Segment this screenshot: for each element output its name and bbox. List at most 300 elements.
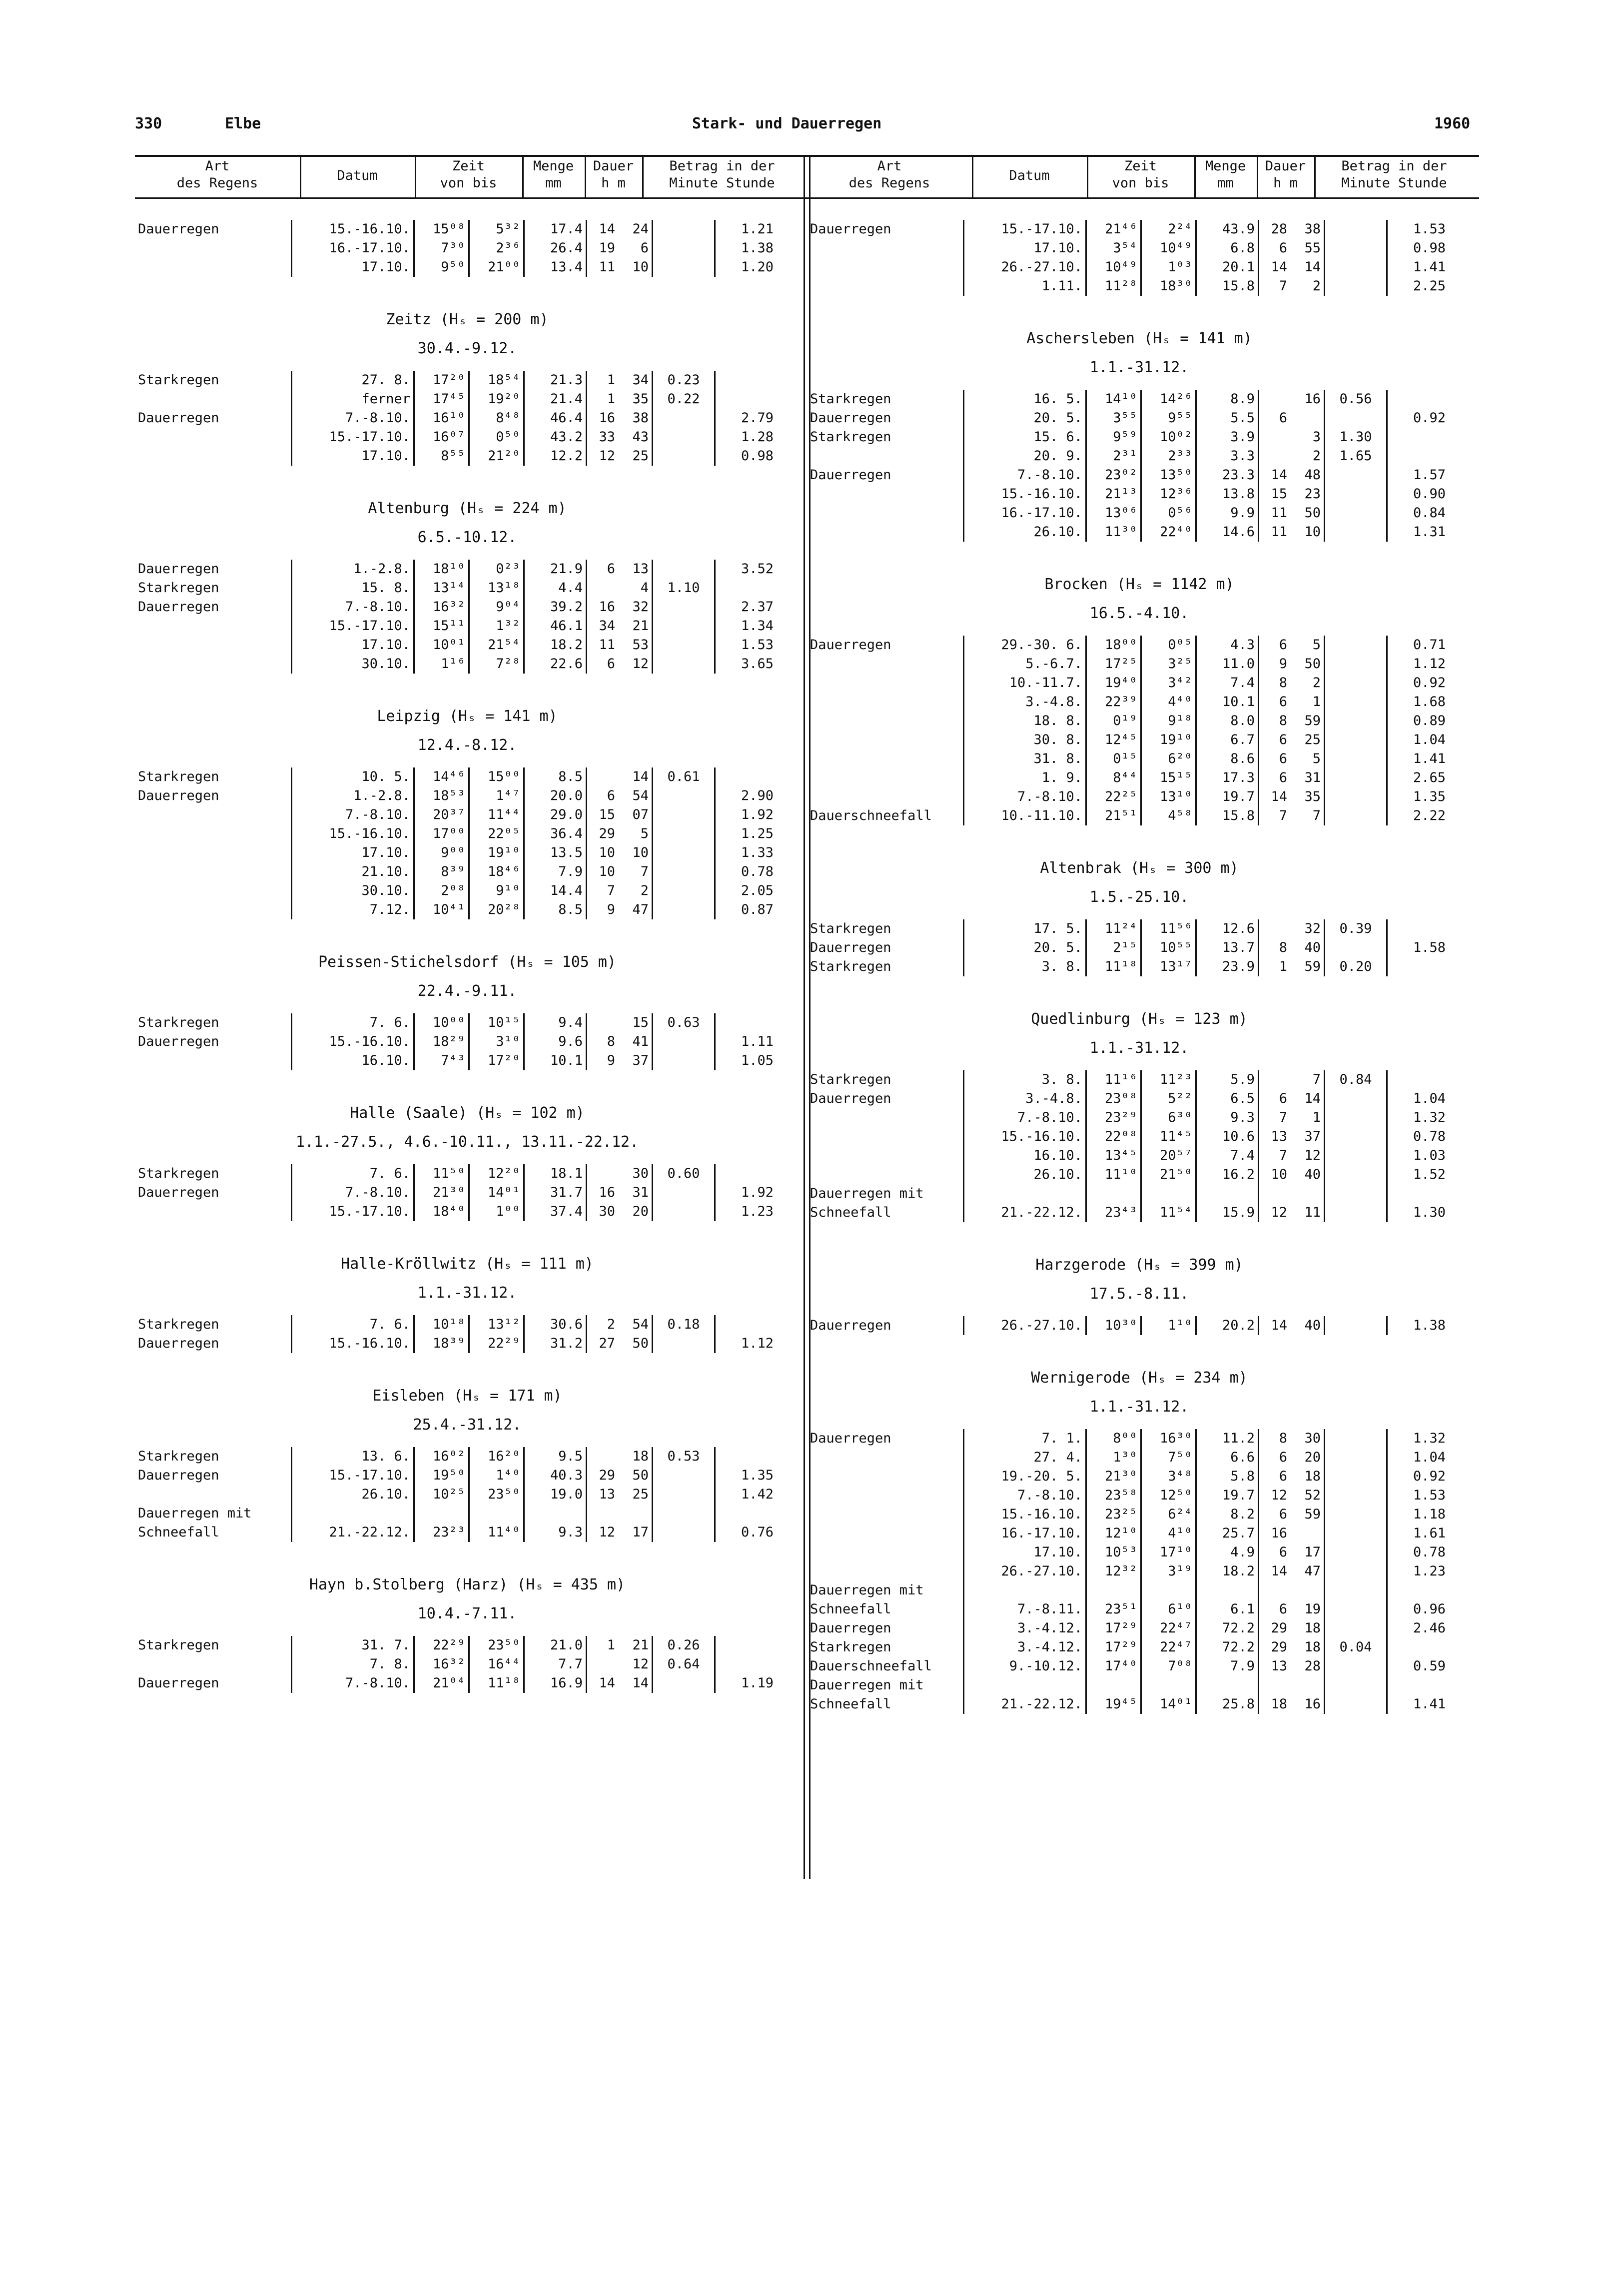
cell-art [807,239,964,258]
cell-dm: 13 [632,561,649,577]
cell-von: 3⁵⁴ [1086,239,1141,258]
cell-von: 21¹³ [1086,485,1141,504]
cell-bis: 16³⁰ [1141,1429,1196,1448]
cell-bis: 0²³ [469,560,524,579]
cell-dat: 15.-17.10. [292,1202,414,1221]
cell-dh: 16 [587,409,619,428]
cell-men: 14.4 [524,881,587,900]
cell-bs: 1.42 [715,1485,777,1504]
table-row [807,1165,1449,1184]
cell-dm [618,1504,653,1523]
cell-art [135,1655,292,1674]
cell-bis: 23⁵⁰ [469,1485,524,1504]
cell-dat: 16.-17.10. [964,1524,1086,1543]
cell-bm [1325,731,1387,750]
cell-art [807,1448,964,1467]
cell-dh [587,1504,619,1523]
cell-art [807,504,964,523]
cell-von: 18²⁹ [414,1032,469,1051]
cell-art [807,1467,964,1486]
table-row [135,1013,777,1032]
cell-bis: 22⁰⁵ [469,824,524,843]
cell-art: Dauerregen [810,221,891,237]
cell-bs: 1.35 [715,1466,777,1485]
cell-dh: 19 [587,239,619,258]
rain-events-table [807,1316,1449,1335]
table-row [807,1600,1449,1619]
cell-dm [1290,1524,1325,1543]
cell-dm: 18 [1304,1639,1321,1655]
table-row [135,1655,777,1674]
column-header-line: Menge [1205,158,1246,174]
cell-bis: 11⁵⁴ [1141,1203,1196,1222]
cell-dh: 14 [587,220,619,239]
observation-period: 10.4.-7.11. [417,1605,517,1622]
cell-von: 19⁵⁰ [414,1466,469,1485]
cell-dh: 2 [587,1315,619,1334]
cell-dat: 15.-17.10. [964,220,1086,239]
rain-events-table [135,560,777,674]
cell-dat: 16. 5. [964,390,1086,409]
cell-bis: 16⁴⁴ [469,1655,524,1674]
cell-men: 9.4 [524,1013,587,1032]
cell-von: 21³⁰ [414,1183,469,1202]
cell-dm: 38 [632,410,649,426]
cell-dat: 26.10. [964,1165,1086,1184]
cell-art: Starkregen [138,372,219,388]
station-name: Hayn b.Stolberg (Harz) (Hₛ = 435 m) [309,1576,626,1593]
cell-dm: 55 [1304,240,1321,256]
station-name: Zeitz (Hₛ = 200 m) [386,311,549,328]
cell-art [135,1485,292,1504]
column-header-line: von bis [1112,175,1169,191]
cell-dat: 3.-4.8. [964,1089,1086,1108]
table-row [807,390,1449,409]
cell-dh: 10 [587,862,619,881]
cell-dat: 30.10. [292,655,414,674]
column-header-line: Art [877,158,902,174]
cell-bis: 11⁴⁰ [469,1523,524,1542]
cell-dh: 6 [1259,409,1291,428]
cell-bm [1325,1316,1387,1335]
cell-men: 26.4 [524,239,587,258]
cell-art: Starkregen [138,580,219,596]
cell-bs [1387,390,1449,409]
cell-bs: 1.04 [1387,1448,1449,1467]
column-header-line: des Regens [176,175,258,191]
cell-dh: 6 [1259,768,1291,787]
cell-bis: 12⁵⁰ [1141,1486,1196,1505]
cell-bm [653,1183,715,1202]
table-row [807,1203,1449,1222]
cell-men: 7.4 [1196,1146,1259,1165]
cell-bm [1325,1108,1387,1127]
cell-von: 23⁵¹ [1086,1600,1141,1619]
cell-dat: 17.10. [292,447,414,466]
table-row [807,1316,1449,1335]
table-row [135,1334,777,1353]
cell-dm: 43 [632,429,649,445]
cell-bis: 15¹⁵ [1141,768,1196,787]
cell-von: 18³⁹ [414,1334,469,1353]
cell-bm [1325,277,1387,296]
cell-art [135,862,292,881]
cell-von: 14⁴⁶ [414,767,469,786]
cell-bis: 10⁰² [1141,428,1196,447]
cell-von: 7⁴³ [414,1051,469,1070]
cell-bs: 2.90 [715,786,777,805]
cell-art [135,843,292,862]
cell-dat: ferner [292,390,414,409]
cell-dh [1259,1676,1291,1695]
cell-art [135,390,292,409]
cell-men: 18.1 [524,1164,587,1183]
cell-dm: 53 [632,637,649,653]
cell-bis: 9¹⁸ [1141,712,1196,731]
cell-dm: 50 [632,1468,649,1483]
cell-von: 21⁰⁴ [414,1674,469,1693]
cell-bis: 1⁴⁷ [469,786,524,805]
cell-art: Dauerschneefall [810,808,932,823]
cell-von: 16³² [414,1655,469,1674]
cell-bs: 1.05 [715,1051,777,1070]
cell-von: 23⁵⁸ [1086,1486,1141,1505]
cell-dm: 12 [632,1656,649,1672]
cell-dat: 26.-27.10. [964,1562,1086,1581]
cell-dat: 15.-16.10. [964,1505,1086,1524]
cell-dm: 25 [632,1487,649,1502]
cell-bis: 20⁵⁷ [1141,1146,1196,1165]
cell-men [1196,1676,1259,1695]
cell-dh: 14 [1259,1316,1291,1335]
cell-dat: 15.-16.10. [292,220,414,239]
cell-bis: 22⁴⁰ [1141,523,1196,542]
cell-art: Dauerregen [138,1336,219,1351]
rain-events-table [807,390,1449,542]
station-name: Wernigerode (Hₛ = 234 m) [1031,1369,1248,1387]
table-row [135,560,777,579]
header-separator [642,155,644,197]
cell-art [807,1165,964,1184]
cell-dh: 29 [1259,1638,1291,1657]
cell-bs: 0.90 [1387,485,1449,504]
cell-bs: 1.61 [1387,1524,1449,1543]
table-row [807,1562,1449,1581]
cell-men [1196,1184,1259,1203]
cell-dm: 2 [1312,278,1321,294]
cell-men: 46.1 [524,617,587,636]
cell-men: 20.0 [524,786,587,805]
cell-bis: 2³⁶ [469,239,524,258]
cell-art: Dauerregen [810,1620,891,1636]
cell-dat: 15.-17.10. [292,1466,414,1485]
header-separator [585,155,586,197]
cell-dat: 15.-16.10. [964,485,1086,504]
cell-dm: 59 [1304,1507,1321,1522]
cell-dh: 8 [1259,938,1291,957]
cell-bis: 1⁰⁰ [469,1202,524,1221]
cell-von: 10⁴¹ [414,900,469,919]
cell-von: 21³⁰ [1086,1467,1141,1486]
cell-dat: 7. 6. [292,1013,414,1032]
cell-men: 37.4 [524,1202,587,1221]
observation-period: 1.5.-25.10. [1089,888,1189,906]
cell-art: Dauerregen mit [138,1506,252,1521]
cell-dat: 7. 8. [292,1655,414,1674]
station-name: Peissen-Stichelsdorf (Hₛ = 105 m) [318,953,617,971]
cell-bs [1387,428,1449,447]
table-row [807,750,1449,768]
cell-von [1086,1184,1141,1203]
cell-dat: 27. 4. [964,1448,1086,1467]
cell-bs: 1.41 [1387,750,1449,768]
table-row [807,1676,1449,1695]
table-row [807,1448,1449,1467]
cell-dat: 17.10. [292,843,414,862]
cell-bm [653,1485,715,1504]
cell-men: 22.6 [524,655,587,674]
cell-bm: 0.20 [1325,957,1387,976]
cell-dm: 18 [1304,1620,1321,1636]
cell-dm: 14 [1304,1091,1321,1106]
cell-dm: 4 [640,580,649,596]
cell-dh [587,1164,619,1183]
rain-events-table [807,919,1449,976]
column-header-line: mm [1217,175,1234,191]
table-row [807,1581,1449,1600]
cell-bis: 11⁴⁴ [469,805,524,824]
cell-bm: 0.63 [653,1013,715,1032]
cell-bs: 1.31 [1387,523,1449,542]
rain-events-table [807,636,1449,825]
cell-men: 18.2 [524,636,587,655]
cell-dm: 11 [1304,1205,1321,1220]
cell-dh: 1 [587,390,619,409]
cell-bm [1325,1581,1387,1600]
cell-bs: 1.18 [1387,1505,1449,1524]
cell-von: 23⁰⁸ [1086,1089,1141,1108]
cell-bis: 1³² [469,617,524,636]
table-row [135,390,777,409]
cell-bs: 0.78 [1387,1127,1449,1146]
station-name: Altenbrak (Hₛ = 300 m) [1040,859,1239,877]
cell-dm: 38 [1304,221,1321,237]
cell-bis: 22⁴⁷ [1141,1638,1196,1657]
cell-von: 13¹⁴ [414,579,469,598]
cell-von: 10⁵³ [1086,1543,1141,1562]
cell-von: 10⁴⁹ [1086,258,1141,277]
cell-dh: 13 [1259,1127,1291,1146]
cell-dat: 19.-20. 5. [964,1467,1086,1486]
cell-von: 16⁰⁷ [414,428,469,447]
cell-bis: 16²⁰ [469,1447,524,1466]
cell-dh: 12 [587,447,619,466]
column-header [642,158,802,192]
cell-dat: 26.10. [292,1485,414,1504]
cell-von: 11¹⁰ [1086,1165,1141,1184]
rain-events-table [135,1636,777,1693]
cell-bis: 8⁴⁸ [469,409,524,428]
cell-bs: 1.41 [1387,1695,1449,1714]
station-name: Eisleben (Hₛ = 171 m) [372,1387,562,1405]
cell-bis: 6²⁴ [1141,1505,1196,1524]
cell-von: 10⁰¹ [414,636,469,655]
cell-von: 23⁴³ [1086,1203,1141,1222]
station-name: Quedlinburg (Hₛ = 123 m) [1031,1010,1248,1028]
cell-bis: 1⁴⁰ [469,1466,524,1485]
cell-dm: 17 [632,1524,649,1540]
cell-dh: 28 [1259,220,1291,239]
cell-art [135,805,292,824]
cell-von: 22²⁵ [1086,787,1141,806]
cell-dh: 30 [587,1202,619,1221]
cell-dat: 7.-8.10. [964,466,1086,485]
cell-dat [964,1676,1086,1695]
cell-bis: 12³⁶ [1141,485,1196,504]
cell-men: 13.7 [1196,938,1259,957]
cell-bis: 14²⁶ [1141,390,1196,409]
cell-art: Dauerregen [138,788,219,803]
table-row [135,428,777,447]
cell-dat: 1. 9. [964,768,1086,787]
cell-men: 17.4 [524,220,587,239]
cell-bs [1387,1638,1449,1657]
cell-von: 1³⁰ [1086,1448,1141,1467]
cell-men: 10.1 [524,1051,587,1070]
rain-events-table [807,220,1449,296]
cell-dat: 20. 9. [964,447,1086,466]
cell-dat: 21.10. [292,862,414,881]
cell-von: 15⁰⁸ [414,220,469,239]
rain-events-table [135,1447,777,1542]
table-row [807,731,1449,750]
cell-von: 8⁴⁴ [1086,768,1141,787]
header-separator [415,155,416,197]
cell-bs: 2.25 [1387,277,1449,296]
header-separator [972,155,973,197]
cell-dh: 8 [1259,1429,1291,1448]
cell-dh: 15 [1259,485,1291,504]
observation-period: 1.1.-31.12. [1089,1398,1189,1416]
cell-bm [1325,787,1387,806]
table-row [135,1674,777,1693]
cell-bs: 3.52 [715,560,777,579]
cell-art: Dauerregen [138,561,219,577]
table-row [135,655,777,674]
cell-dm: 2 [1312,448,1321,464]
cell-von: 15¹¹ [414,617,469,636]
column-header [1314,158,1474,192]
observation-period: 30.4.-9.12. [417,340,517,357]
cell-bs [715,1447,777,1466]
cell-bs: 1.21 [715,220,777,239]
table-row [807,674,1449,693]
cell-men: 40.3 [524,1466,587,1485]
cell-men: 23.9 [1196,957,1259,976]
cell-bis: 10⁴⁹ [1141,239,1196,258]
table-row [807,938,1449,957]
cell-dh: 18 [1259,1695,1291,1714]
cell-bis: 12²⁰ [469,1164,524,1183]
cell-dh: 7 [1259,806,1291,825]
cell-dat: 16.-17.10. [964,504,1086,523]
rain-events-table [135,767,777,919]
table-row [135,258,777,277]
cell-von: 11²⁸ [1086,277,1141,296]
cell-von: 23²³ [414,1523,469,1542]
column-header [300,167,415,184]
cell-dat: 7.-8.10. [292,598,414,617]
cell-men: 9.3 [1196,1108,1259,1127]
station-name: Brocken (Hₛ = 1142 m) [1044,576,1234,593]
cell-bs: 1.38 [1387,1316,1449,1335]
cell-bm [653,862,715,881]
cell-dh: 14 [1259,1562,1291,1581]
cell-bm [1325,485,1387,504]
cell-bs [715,1636,777,1655]
cell-von: 7³⁰ [414,239,469,258]
cell-bm [653,786,715,805]
cell-bm [653,409,715,428]
cell-dm: 25 [632,448,649,464]
cell-dat: 21.-22.12. [292,1523,414,1542]
cell-dm: 54 [632,788,649,803]
cell-von: 11⁵⁰ [414,1164,469,1183]
river-name: Elbe [225,115,261,132]
cell-art: Dauerregen [138,599,219,615]
cell-dat: 7.12. [292,900,414,919]
cell-dh: 6 [1259,636,1291,655]
cell-bm [653,1674,715,1693]
cell-dat: 1.-2.8. [292,786,414,805]
cell-dm: 16 [1304,1696,1321,1712]
cell-men: 7.9 [1196,1657,1259,1676]
cell-bm [1325,712,1387,731]
cell-men: 25.7 [1196,1524,1259,1543]
cell-bis: 17²⁰ [469,1051,524,1070]
cell-von: 16³² [414,598,469,617]
cell-men [1196,1581,1259,1600]
cell-art: Dauerschneefall [810,1658,932,1674]
cell-bis [469,1504,524,1523]
cell-dh: 6 [1259,239,1291,258]
cell-bs: 2.65 [1387,768,1449,787]
cell-bis: 5²² [1141,1089,1196,1108]
cell-bm [653,258,715,277]
cell-men: 17.3 [1196,768,1259,787]
cell-von: 17²⁹ [1086,1619,1141,1638]
cell-bis: 0⁵⁰ [469,428,524,447]
cell-men: 6.7 [1196,731,1259,750]
cell-dat: 29.-30. 6. [964,636,1086,655]
cell-dat: 10. 5. [292,767,414,786]
cell-art [807,1562,964,1581]
table-row [807,768,1449,787]
table-row [135,900,777,919]
cell-men: 18.2 [1196,1562,1259,1581]
cell-von: 11³⁰ [1086,523,1141,542]
cell-men: 10.1 [1196,693,1259,712]
cell-dat: 10.-11.10. [964,806,1086,825]
observation-period: 1.1.-27.5., 4.6.-10.11., 13.11.-22.12. [295,1133,639,1151]
cell-von: 0¹⁹ [1086,712,1141,731]
cell-bis: 1⁰³ [1141,258,1196,277]
cell-men: 9.9 [1196,504,1259,523]
cell-bs: 0.92 [1387,409,1449,428]
cell-bis: 0⁰⁵ [1141,636,1196,655]
cell-dm: 07 [632,807,649,822]
cell-dm: 20 [1304,1450,1321,1465]
